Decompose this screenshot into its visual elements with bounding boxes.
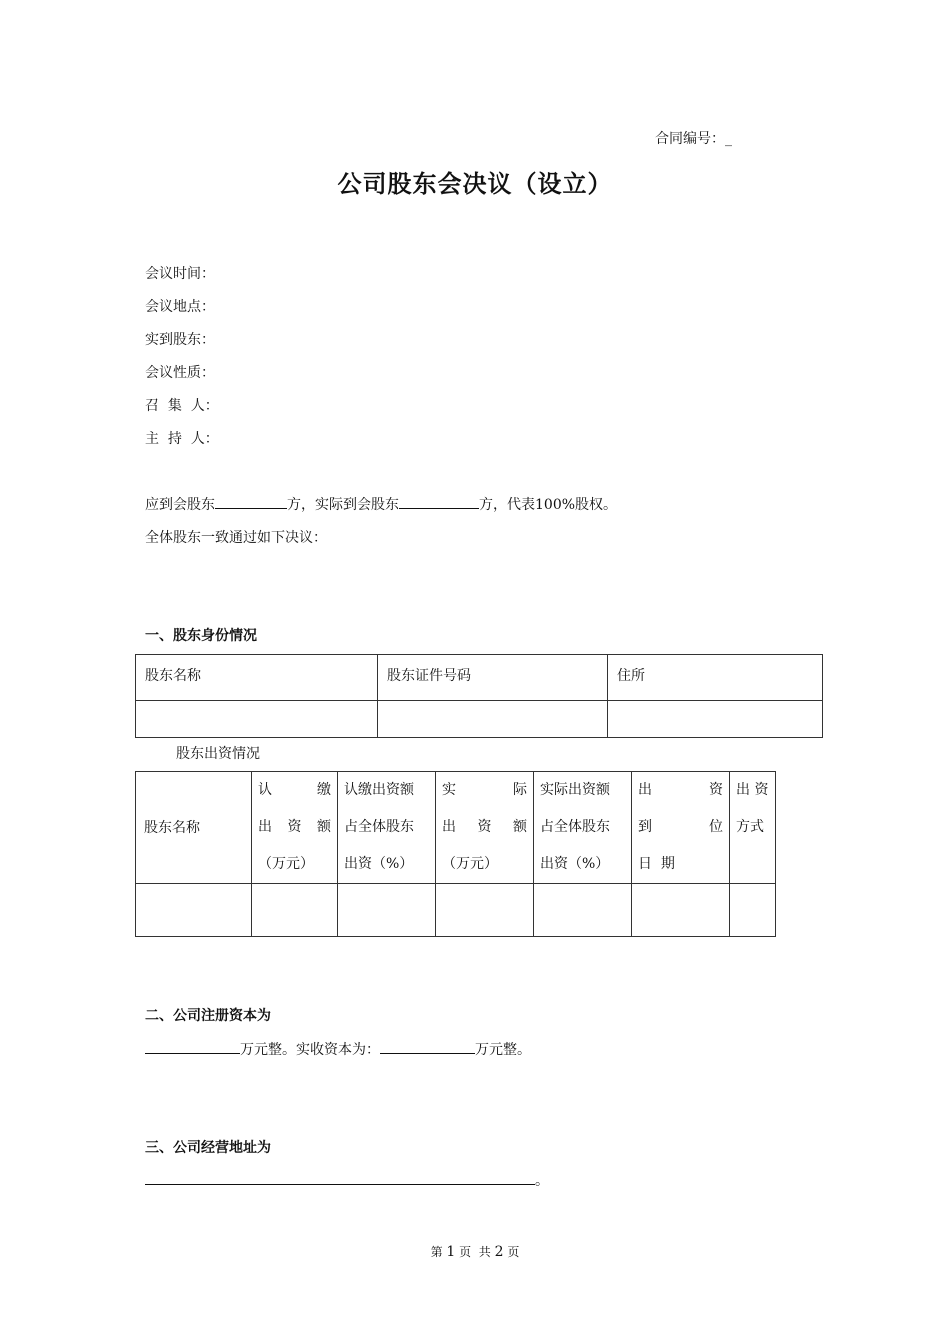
contrib-header-actual: 实 际 出 资 额 （万元） (436, 772, 534, 884)
table-cell[interactable] (608, 701, 823, 738)
current-page-number: 1 (446, 1244, 456, 1260)
contract-number-label: 合同编号：_ (655, 131, 732, 147)
capital-text-1: 万元整。实收资本为： (240, 1042, 380, 1058)
col-header-address: 住所 (608, 655, 823, 701)
table-cell[interactable] (136, 701, 378, 738)
contrib-header-actual-ratio: 实际出资额 占全体股东 出资（%） (534, 772, 632, 884)
table-cell[interactable] (252, 884, 338, 937)
registered-capital-blank[interactable] (145, 1039, 240, 1054)
quorum-text-2: 方，实际到会股东 (287, 497, 399, 513)
shareholder-identity-table (135, 654, 823, 738)
contrib-header-subscribed-ratio: 认缴出资额 占全体股东 出资（%） (338, 772, 436, 884)
paid-in-capital-blank[interactable] (380, 1039, 475, 1054)
table-cell[interactable] (534, 884, 632, 937)
contrib-header-subscribed: 认 缴 出 资 额 （万元） (252, 772, 338, 884)
address-line (145, 1170, 549, 1190)
meeting-nature-label: 会议性质： (145, 365, 215, 381)
contrib-header-method: 出 资 方式 (730, 772, 776, 884)
section2-heading: 二、公司注册资本为 (145, 1008, 271, 1024)
quorum-text-3: 方，代表100%股权。 (479, 497, 618, 513)
table-cell[interactable] (338, 884, 436, 937)
address-end-mark: 。 (535, 1173, 549, 1189)
resolution-intro: 全体股东一致通过如下决议： (145, 530, 327, 546)
host-label: 主 持 人： (145, 431, 219, 447)
col-header-id: 股东证件号码 (378, 655, 608, 701)
business-address-blank[interactable] (145, 1170, 535, 1185)
actual-shareholders-blank[interactable] (399, 494, 479, 509)
table-cell[interactable] (136, 884, 252, 937)
quorum-line (145, 494, 617, 514)
total-page-number: 2 (494, 1244, 504, 1260)
contrib-header-name: 股东名称 (136, 772, 252, 884)
col-header-name: 股东名称 (136, 655, 378, 701)
attendees-label: 实到股东： (145, 332, 215, 348)
document-title: 公司股东会决议（设立） (337, 169, 613, 198)
table-cell[interactable] (632, 884, 730, 937)
expected-shareholders-blank[interactable] (215, 494, 287, 509)
section1-heading: 一、股东身份情况 (145, 628, 257, 644)
table-cell[interactable] (378, 701, 608, 738)
convener-label: 召 集 人： (145, 398, 219, 414)
table-cell[interactable] (436, 884, 534, 937)
contribution-table (135, 771, 776, 937)
contribution-caption: 股东出资情况 (176, 746, 260, 762)
table-cell[interactable] (730, 884, 776, 937)
section3-heading: 三、公司经营地址为 (145, 1140, 271, 1156)
page-footer: 第 1 页 共 2 页 (430, 1244, 520, 1260)
capital-text-2: 万元整。 (475, 1042, 531, 1058)
meeting-place-label: 会议地点： (145, 299, 215, 315)
capital-line (145, 1039, 531, 1059)
quorum-text-1: 应到会股东 (145, 497, 215, 513)
meeting-time-label: 会议时间： (145, 266, 215, 282)
contrib-header-date: 出 资 到 位 日 期 (632, 772, 730, 884)
